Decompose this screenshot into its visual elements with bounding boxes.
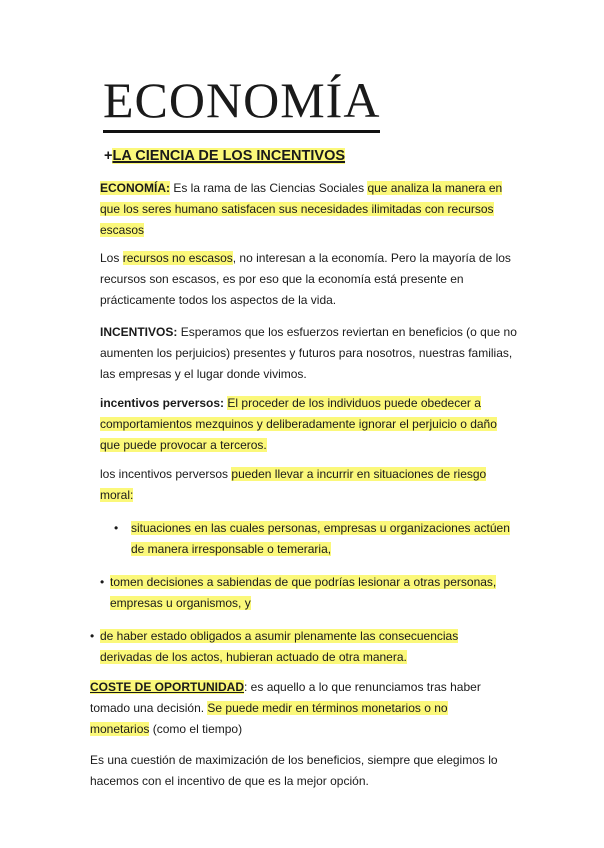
bullet-text: tomen decisiones a sabiendas de que podrías lesionar a otras personas, empresas u organismos, y — [110, 575, 497, 610]
bullet-marker: • — [90, 629, 95, 643]
term-economia: ECONOMÍA: — [100, 181, 170, 195]
paragraph-final — [90, 750, 520, 792]
coste-text-2: (como el tiempo) — [152, 722, 243, 736]
definition-economia — [100, 178, 520, 241]
definition-incentivos-perversos — [100, 393, 520, 456]
bullet-text: situaciones en las cuales personas, empresas u organizaciones actúen de manera irresponsable o temeraria, — [131, 521, 510, 556]
definition-coste-oportunidad — [90, 677, 510, 740]
term-coste-oportunidad: COSTE DE OPORTUNIDAD — [90, 680, 245, 694]
economia-text-1: Es la rama de las Ciencias Sociales — [173, 181, 365, 195]
bullet-marker: • — [114, 521, 119, 535]
incentivos-text: Esperamos que los esfuerzos reviertan en beneficios (o que no aumenten los perjuicios) presentes y futuros para nosotros, nuestras familias, las empresas y el lugar donde vivimos. — [100, 325, 517, 381]
bullet-text: de haber estado obligados a asumir plenamente las consecuencias derivadas de los actos, hubieran actuado de otra manera. — [100, 629, 459, 664]
recursos-text-2: , no interesan a la economía. Pero la mayoría de los recursos son escasos, es por eso que la economía está presente en prácticamente todos los aspectos de la vida. — [100, 251, 511, 307]
subtitle-text: LA CIENCIA DE LOS INCENTIVOS — [112, 148, 346, 164]
page-title: ECONOMÍA — [103, 70, 380, 133]
perversos-text: El proceder de los individuos puede obedecer a comportamientos mezquinos y deliberadamente ignorar el perjuicio o daño que puede provocar a terceros. — [100, 396, 497, 452]
riesgo-text: los incentivos perversos — [100, 467, 229, 481]
paragraph-recursos — [100, 248, 520, 311]
recursos-highlight: recursos no escasos — [122, 251, 233, 265]
term-incentivos-perversos: incentivos perversos: — [100, 396, 225, 410]
coste-highlight: Se puede medir en términos monetarios o no monetarios — [90, 701, 448, 736]
coste-text-1: : es aquello a lo que renunciamos tras haber tomado una decisión. — [90, 680, 481, 715]
recursos-text-1: Los — [100, 251, 120, 265]
final-text: Es una cuestión de maximización de los beneficios, siempre que elegimos lo hacemos con el incentivo de que es la mejor opción. — [90, 753, 498, 788]
economia-text-2: que analiza la manera en que los seres humano satisfacen sus necesidades ilimitadas con recursos escasos — [100, 181, 503, 237]
riesgo-highlight: pueden llevar a incurrir en situaciones de riesgo moral: — [100, 467, 487, 502]
paragraph-riesgo-moral — [100, 464, 520, 506]
bullet-item — [131, 518, 511, 560]
subtitle — [104, 146, 345, 166]
bullet-marker: • — [100, 575, 105, 589]
definition-incentivos — [100, 322, 520, 385]
subtitle-prefix: + — [104, 148, 113, 164]
term-incentivos: INCENTIVOS: — [100, 325, 178, 339]
bullet-item — [100, 626, 510, 668]
bullet-item — [110, 572, 540, 614]
